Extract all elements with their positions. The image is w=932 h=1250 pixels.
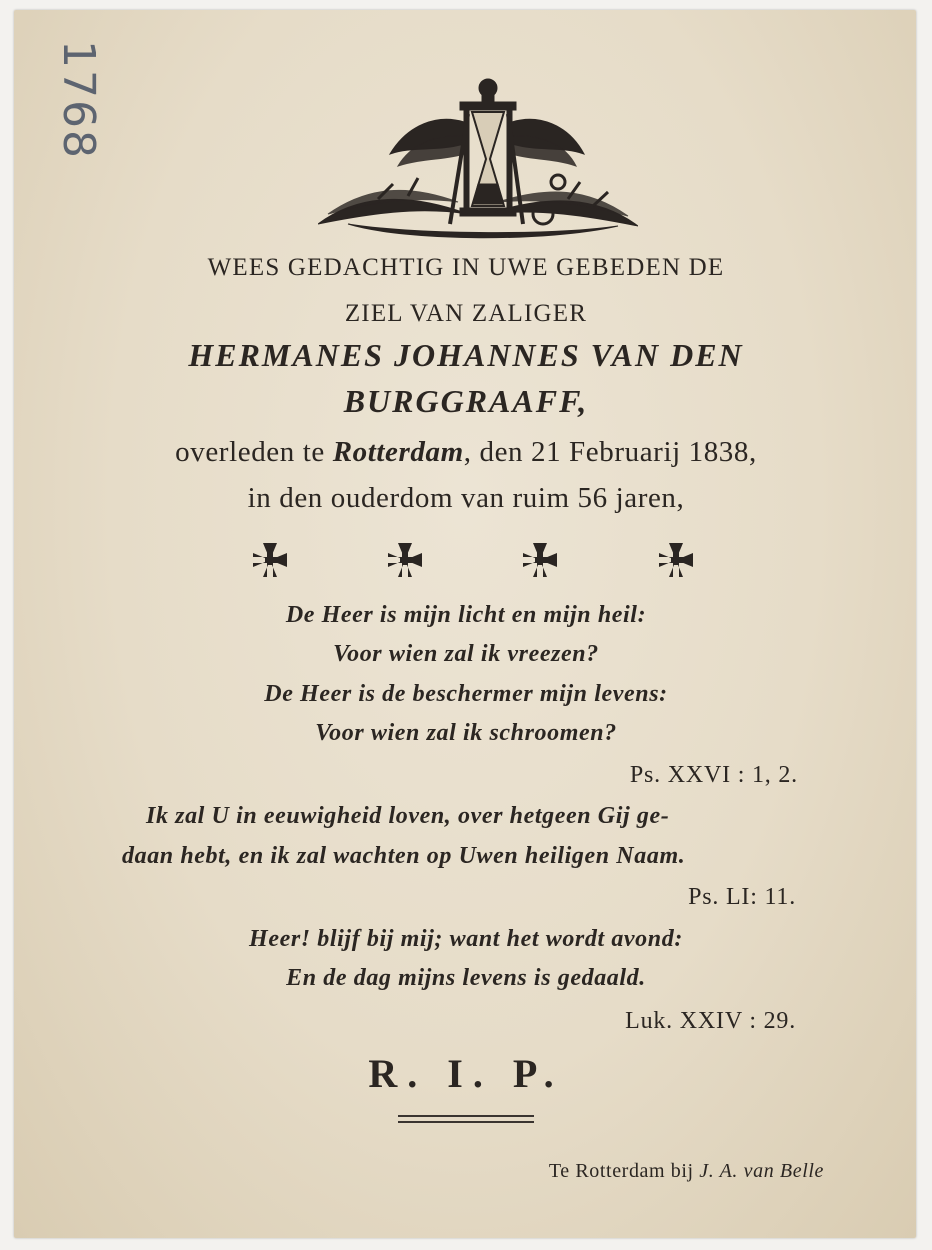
rip-text: R. I. P. <box>368 1051 564 1096</box>
winged-hourglass-emblem-icon <box>318 74 638 242</box>
cross-pattee-icon <box>388 543 422 577</box>
verse1-line-4: Voor wien zal ik schroomen? <box>315 720 617 746</box>
double-rule-divider <box>398 1115 534 1123</box>
verse3-line-1: Heer! blijf bij mij; want het wordt avond: <box>249 926 683 952</box>
printer-imprint <box>549 1160 824 1183</box>
death-prefix: overleden te <box>175 436 333 468</box>
verse1-line-3: De Heer is de beschermer mijn levens: <box>264 681 668 707</box>
verse1-reference: Ps. XXVI : 1, 2. <box>629 762 798 788</box>
verse1-line-1: De Heer is mijn licht en mijn heil: <box>285 602 647 628</box>
printer-prefix: Te Rotterdam bij <box>548 1160 700 1182</box>
cross-pattee-icon <box>659 543 693 577</box>
death-suffix: , den 21 Februarij 1838, <box>463 436 757 468</box>
verse3-line-2: En de dag mijns levens is gedaald. <box>286 965 646 991</box>
deceased-name-line-1: HERMANES JOHANNES VAN DEN <box>188 337 744 373</box>
verse3-reference: Luk. XXIV : 29. <box>625 1008 796 1034</box>
printer-name: J. A. van Belle <box>699 1160 824 1182</box>
cross-pattee-icon <box>523 543 557 577</box>
death-line <box>0 436 932 469</box>
cross-pattee-icon <box>253 543 287 577</box>
deceased-name-line-2: BURGGRAAFF, <box>343 383 589 419</box>
cross-row <box>250 540 700 580</box>
verse2-line-2: daan hebt, en ik zal wachten op Uwen heiligen Naam. <box>122 843 686 869</box>
death-place: Rotterdam <box>332 436 464 468</box>
verse1-line-2: Voor wien zal ik vreezen? <box>333 641 599 667</box>
heading-line-1: WEES GEDACHTIG IN UWE GEBEDEN DE <box>207 254 725 281</box>
verse2-reference: Ps. LI: 11. <box>688 884 796 910</box>
handwritten-catalog-number: 1768 <box>53 40 104 160</box>
age-line: in den ouderdom van ruim 56 jaren, <box>247 482 685 514</box>
verse2-line-1: Ik zal U in eeuwigheid loven, over hetgeen Gij ge- <box>146 803 670 829</box>
heading-line-2: ZIEL VAN ZALIGER <box>344 300 588 327</box>
